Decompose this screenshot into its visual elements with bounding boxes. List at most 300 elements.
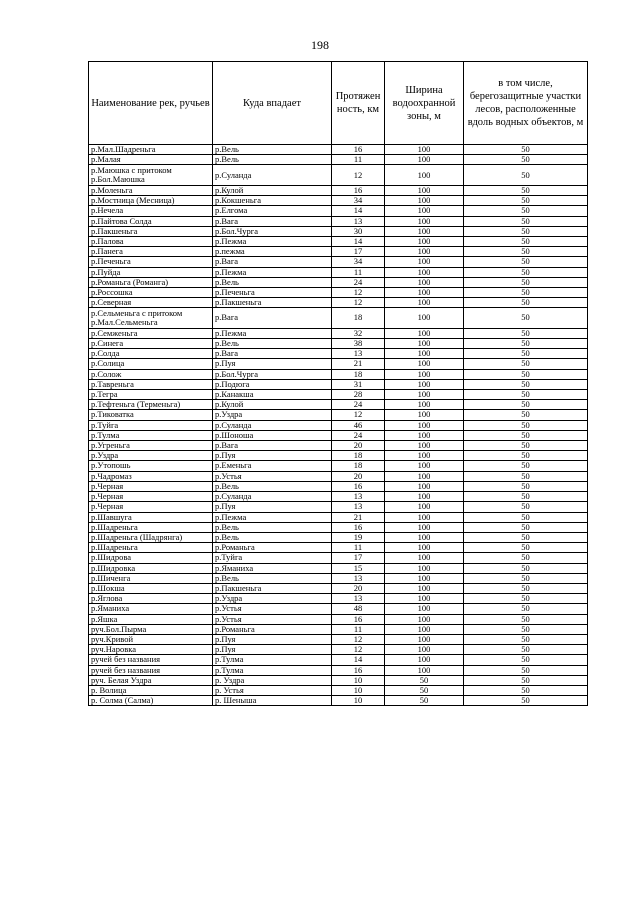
cell-forest-width: 50	[464, 543, 588, 553]
cell-river-name: р.Тиковатка	[89, 410, 213, 420]
cell-forest-width: 50	[464, 563, 588, 573]
cell-river-name: р.Утопошь	[89, 461, 213, 471]
cell-river-name: р.Туйга	[89, 420, 213, 430]
cell-zone-width: 50	[385, 675, 464, 685]
table-row	[89, 492, 588, 502]
cell-river-name: р.Сельменьга с притоком р.Мал.Сельменьга	[89, 308, 213, 329]
cell-zone-width: 100	[385, 481, 464, 491]
cell-forest-width: 50	[464, 155, 588, 165]
cell-zone-width: 100	[385, 400, 464, 410]
cell-length: 12	[332, 634, 385, 644]
cell-forest-width: 50	[464, 634, 588, 644]
cell-length: 14	[332, 655, 385, 665]
table-row	[89, 634, 588, 644]
cell-zone-width: 100	[385, 267, 464, 277]
cell-river-name: р.Черная	[89, 492, 213, 502]
cell-forest-width: 50	[464, 236, 588, 246]
cell-flows-into: р.Вага	[213, 441, 332, 451]
cell-zone-width: 50	[385, 685, 464, 695]
cell-length: 13	[332, 349, 385, 359]
cell-forest-width: 50	[464, 645, 588, 655]
cell-zone-width: 100	[385, 379, 464, 389]
cell-forest-width: 50	[464, 196, 588, 206]
cell-forest-width: 50	[464, 492, 588, 502]
cell-flows-into: р.Вель	[213, 155, 332, 165]
cell-forest-width: 50	[464, 145, 588, 155]
table-row	[89, 645, 588, 655]
cell-river-name: р.Шавшуга	[89, 512, 213, 522]
cell-flows-into: р.Романьга	[213, 624, 332, 634]
table-row	[89, 298, 588, 308]
cell-forest-width: 50	[464, 441, 588, 451]
cell-flows-into: р.Пежма	[213, 328, 332, 338]
cell-flows-into: р.Вель	[213, 339, 332, 349]
cell-river-name: р.Палова	[89, 236, 213, 246]
cell-flows-into: р.Пежма	[213, 267, 332, 277]
cell-length: 10	[332, 685, 385, 695]
cell-river-name: р.Пуйда	[89, 267, 213, 277]
cell-flows-into: р.Тулма	[213, 655, 332, 665]
cell-river-name: р.Панега	[89, 247, 213, 257]
cell-length: 14	[332, 236, 385, 246]
cell-length: 28	[332, 390, 385, 400]
cell-zone-width: 100	[385, 441, 464, 451]
cell-flows-into: р.Пежма	[213, 512, 332, 522]
cell-forest-width: 50	[464, 287, 588, 297]
cell-zone-width: 100	[385, 645, 464, 655]
cell-forest-width: 50	[464, 624, 588, 634]
cell-length: 16	[332, 481, 385, 491]
cell-flows-into: р.Вель	[213, 277, 332, 287]
cell-flows-into: р.Устья	[213, 604, 332, 614]
cell-zone-width: 100	[385, 165, 464, 186]
cell-river-name: р.Шиченга	[89, 573, 213, 583]
table-row	[89, 196, 588, 206]
table-row	[89, 420, 588, 430]
cell-flows-into: р.Кокшеньга	[213, 196, 332, 206]
cell-river-name: р.Пакшеньга	[89, 226, 213, 236]
cell-forest-width: 50	[464, 226, 588, 236]
cell-river-name: р. Солма (Салма)	[89, 696, 213, 706]
cell-flows-into: р.Тулма	[213, 665, 332, 675]
cell-flows-into: р.Устья	[213, 471, 332, 481]
cell-forest-width: 50	[464, 216, 588, 226]
cell-length: 18	[332, 369, 385, 379]
cell-length: 18	[332, 451, 385, 461]
cell-river-name: р.Шадреньга	[89, 543, 213, 553]
cell-length: 12	[332, 410, 385, 420]
cell-zone-width: 100	[385, 604, 464, 614]
cell-flows-into: р.Романьга	[213, 543, 332, 553]
cell-river-name: р.Солож	[89, 369, 213, 379]
table-body	[89, 145, 588, 706]
cell-river-name: р.Шидровка	[89, 563, 213, 573]
cell-river-name: руч.Наровка	[89, 645, 213, 655]
cell-river-name: р.Мостница (Месница)	[89, 196, 213, 206]
cell-forest-width: 50	[464, 451, 588, 461]
cell-length: 20	[332, 583, 385, 593]
cell-forest-width: 50	[464, 257, 588, 267]
cell-forest-width: 50	[464, 400, 588, 410]
cell-flows-into: р.Туйга	[213, 553, 332, 563]
table-row	[89, 624, 588, 634]
cell-forest-width: 50	[464, 604, 588, 614]
cell-length: 30	[332, 226, 385, 236]
table-row	[89, 267, 588, 277]
cell-zone-width: 100	[385, 553, 464, 563]
cell-forest-width: 50	[464, 696, 588, 706]
cell-flows-into: р.Яманиха	[213, 563, 332, 573]
table-row	[89, 543, 588, 553]
cell-flows-into: р.Пежма	[213, 236, 332, 246]
cell-flows-into: р.Бол.Чурга	[213, 226, 332, 236]
table-row	[89, 287, 588, 297]
cell-forest-width: 50	[464, 665, 588, 675]
cell-flows-into: р.Суланда	[213, 420, 332, 430]
cell-flows-into: р.Вага	[213, 257, 332, 267]
cell-zone-width: 100	[385, 543, 464, 553]
cell-flows-into: р.Вель	[213, 532, 332, 542]
table-row	[89, 165, 588, 186]
cell-river-name: р.Тулма	[89, 430, 213, 440]
table-row	[89, 400, 588, 410]
cell-length: 13	[332, 216, 385, 226]
table-row	[89, 145, 588, 155]
cell-length: 13	[332, 573, 385, 583]
cell-length: 11	[332, 155, 385, 165]
cell-forest-width: 50	[464, 379, 588, 389]
cell-zone-width: 100	[385, 216, 464, 226]
cell-forest-width: 50	[464, 359, 588, 369]
cell-river-name: ручей без названия	[89, 655, 213, 665]
cell-length: 13	[332, 492, 385, 502]
cell-zone-width: 100	[385, 532, 464, 542]
cell-length: 12	[332, 298, 385, 308]
cell-zone-width: 100	[385, 308, 464, 329]
cell-flows-into: р. Устья	[213, 685, 332, 695]
cell-river-name: р.Черная	[89, 502, 213, 512]
cell-zone-width: 100	[385, 624, 464, 634]
cell-forest-width: 50	[464, 471, 588, 481]
table-row	[89, 685, 588, 695]
table-row	[89, 226, 588, 236]
cell-forest-width: 50	[464, 369, 588, 379]
table-row	[89, 308, 588, 329]
cell-river-name: р.Синега	[89, 339, 213, 349]
cell-river-name: р.Яманиха	[89, 604, 213, 614]
cell-flows-into: р.Пуя	[213, 451, 332, 461]
cell-flows-into: р.Кулой	[213, 400, 332, 410]
table-row	[89, 594, 588, 604]
header-protection-zone-width: Ширина водоохранной зоны, м	[385, 62, 464, 145]
cell-forest-width: 50	[464, 349, 588, 359]
cell-zone-width: 100	[385, 247, 464, 257]
cell-flows-into: р.Еменьга	[213, 461, 332, 471]
table-row	[89, 430, 588, 440]
cell-length: 18	[332, 308, 385, 329]
cell-river-name: р.Черная	[89, 481, 213, 491]
cell-zone-width: 100	[385, 512, 464, 522]
cell-length: 34	[332, 257, 385, 267]
table-row	[89, 461, 588, 471]
cell-river-name: р.Пайтова Солда	[89, 216, 213, 226]
cell-length: 34	[332, 196, 385, 206]
cell-zone-width: 100	[385, 206, 464, 216]
cell-flows-into: р.Уздра	[213, 410, 332, 420]
table-row	[89, 369, 588, 379]
cell-flows-into: р.Пуя	[213, 634, 332, 644]
cell-forest-width: 50	[464, 583, 588, 593]
cell-river-name: р. Волица	[89, 685, 213, 695]
cell-length: 10	[332, 675, 385, 685]
cell-river-name: р.Тефтеньга (Терменьга)	[89, 400, 213, 410]
table-row	[89, 696, 588, 706]
cell-zone-width: 100	[385, 277, 464, 287]
table-row	[89, 410, 588, 420]
cell-flows-into: р.Пуя	[213, 502, 332, 512]
cell-zone-width: 100	[385, 451, 464, 461]
table-row	[89, 614, 588, 624]
cell-length: 16	[332, 522, 385, 532]
cell-flows-into: р.Шоноша	[213, 430, 332, 440]
cell-length: 21	[332, 512, 385, 522]
cell-forest-width: 50	[464, 461, 588, 471]
page-number: 198	[311, 38, 329, 52]
table-row	[89, 481, 588, 491]
cell-flows-into: р.Устья	[213, 614, 332, 624]
cell-river-name: р.Яшка	[89, 614, 213, 624]
cell-zone-width: 100	[385, 492, 464, 502]
cell-forest-width: 50	[464, 185, 588, 195]
rivers-table	[88, 61, 588, 706]
table-row	[89, 512, 588, 522]
cell-length: 18	[332, 461, 385, 471]
cell-zone-width: 100	[385, 594, 464, 604]
cell-flows-into: р. Шеныша	[213, 696, 332, 706]
cell-river-name: р.Шадреньга (Шадрянга)	[89, 532, 213, 542]
table-row	[89, 665, 588, 675]
cell-forest-width: 50	[464, 339, 588, 349]
table-row	[89, 349, 588, 359]
cell-zone-width: 100	[385, 339, 464, 349]
cell-river-name: руч. Белая Уздра	[89, 675, 213, 685]
header-river-name: Наименование рек, ручьев	[89, 62, 213, 145]
cell-flows-into: р.Пуя	[213, 645, 332, 655]
cell-river-name: р.Тегра	[89, 390, 213, 400]
cell-forest-width: 50	[464, 532, 588, 542]
cell-zone-width: 100	[385, 563, 464, 573]
cell-zone-width: 100	[385, 502, 464, 512]
cell-forest-width: 50	[464, 481, 588, 491]
table-row	[89, 247, 588, 257]
cell-zone-width: 100	[385, 328, 464, 338]
cell-length: 11	[332, 624, 385, 634]
table-row	[89, 522, 588, 532]
cell-river-name: р.Шидрова	[89, 553, 213, 563]
cell-river-name: руч.Бол.Пырма	[89, 624, 213, 634]
cell-zone-width: 100	[385, 634, 464, 644]
cell-flows-into: р.Пуя	[213, 359, 332, 369]
cell-flows-into: р.Вага	[213, 308, 332, 329]
cell-river-name: р.Моленьга	[89, 185, 213, 195]
cell-forest-width: 50	[464, 410, 588, 420]
cell-flows-into: р.Вель	[213, 481, 332, 491]
cell-river-name: р.Семженьга	[89, 328, 213, 338]
cell-zone-width: 100	[385, 430, 464, 440]
cell-river-name: р.Яглова	[89, 594, 213, 604]
cell-length: 17	[332, 553, 385, 563]
cell-length: 16	[332, 665, 385, 675]
cell-length: 16	[332, 614, 385, 624]
cell-flows-into: р.Печеньга	[213, 287, 332, 297]
cell-flows-into: р.Вага	[213, 216, 332, 226]
cell-zone-width: 100	[385, 359, 464, 369]
cell-forest-width: 50	[464, 553, 588, 563]
table-header-row	[89, 62, 588, 145]
header-flows-into: Куда впадает	[213, 62, 332, 145]
cell-length: 13	[332, 594, 385, 604]
cell-river-name: р.Мал.Шадреньга	[89, 145, 213, 155]
table-row	[89, 339, 588, 349]
cell-forest-width: 50	[464, 573, 588, 583]
cell-length: 46	[332, 420, 385, 430]
table-row	[89, 655, 588, 665]
cell-forest-width: 50	[464, 206, 588, 216]
cell-forest-width: 50	[464, 390, 588, 400]
cell-length: 32	[332, 328, 385, 338]
cell-length: 12	[332, 287, 385, 297]
cell-flows-into: р.Кулой	[213, 185, 332, 195]
cell-zone-width: 100	[385, 185, 464, 195]
cell-length: 20	[332, 441, 385, 451]
cell-river-name: р.Маюшка с притоком р.Бол.Маюшка	[89, 165, 213, 186]
cell-forest-width: 50	[464, 502, 588, 512]
cell-zone-width: 100	[385, 257, 464, 267]
cell-zone-width: 100	[385, 226, 464, 236]
cell-zone-width: 50	[385, 696, 464, 706]
cell-length: 17	[332, 247, 385, 257]
table-row	[89, 583, 588, 593]
cell-forest-width: 50	[464, 328, 588, 338]
cell-zone-width: 100	[385, 298, 464, 308]
cell-river-name: р.Тавреньга	[89, 379, 213, 389]
cell-forest-width: 50	[464, 298, 588, 308]
cell-river-name: р.Северная	[89, 298, 213, 308]
header-length: Протяжен ность, км	[332, 62, 385, 145]
cell-forest-width: 50	[464, 614, 588, 624]
cell-length: 31	[332, 379, 385, 389]
cell-river-name: р.Шадреньга	[89, 522, 213, 532]
cell-forest-width: 50	[464, 420, 588, 430]
cell-river-name: р.Солица	[89, 359, 213, 369]
cell-river-name: р.Малая	[89, 155, 213, 165]
table-row	[89, 206, 588, 216]
cell-flows-into: р.пежма	[213, 247, 332, 257]
cell-forest-width: 50	[464, 277, 588, 287]
cell-flows-into: р.Елгома	[213, 206, 332, 216]
cell-length: 21	[332, 359, 385, 369]
cell-river-name: р.Россошка	[89, 287, 213, 297]
cell-length: 48	[332, 604, 385, 614]
cell-length: 12	[332, 645, 385, 655]
cell-zone-width: 100	[385, 196, 464, 206]
table-row	[89, 359, 588, 369]
cell-river-name: р.Солда	[89, 349, 213, 359]
cell-zone-width: 100	[385, 665, 464, 675]
cell-zone-width: 100	[385, 614, 464, 624]
cell-river-name: р.Романьга (Романга)	[89, 277, 213, 287]
cell-zone-width: 100	[385, 573, 464, 583]
cell-zone-width: 100	[385, 583, 464, 593]
cell-zone-width: 100	[385, 155, 464, 165]
table-row	[89, 532, 588, 542]
table-row	[89, 563, 588, 573]
cell-zone-width: 100	[385, 349, 464, 359]
cell-flows-into: р.Бол.Чурга	[213, 369, 332, 379]
cell-river-name: р.Печеньга	[89, 257, 213, 267]
table-row	[89, 236, 588, 246]
cell-forest-width: 50	[464, 685, 588, 695]
cell-flows-into: р.Подюга	[213, 379, 332, 389]
cell-flows-into: р.Суланда	[213, 492, 332, 502]
cell-forest-width: 50	[464, 675, 588, 685]
cell-zone-width: 100	[385, 522, 464, 532]
cell-flows-into: р.Уздра	[213, 594, 332, 604]
cell-length: 11	[332, 543, 385, 553]
cell-length: 16	[332, 145, 385, 155]
cell-forest-width: 50	[464, 522, 588, 532]
cell-length: 16	[332, 185, 385, 195]
cell-length: 24	[332, 400, 385, 410]
cell-forest-width: 50	[464, 165, 588, 186]
cell-flows-into: р.Вель	[213, 145, 332, 155]
cell-forest-width: 50	[464, 308, 588, 329]
table-row	[89, 328, 588, 338]
cell-flows-into: р.Пакшеньга	[213, 298, 332, 308]
table-row	[89, 604, 588, 614]
cell-river-name: ручей без названия	[89, 665, 213, 675]
cell-length: 24	[332, 430, 385, 440]
cell-zone-width: 100	[385, 369, 464, 379]
table-row	[89, 185, 588, 195]
cell-flows-into: р.Вага	[213, 349, 332, 359]
table-row	[89, 216, 588, 226]
cell-length: 13	[332, 502, 385, 512]
cell-forest-width: 50	[464, 655, 588, 665]
cell-flows-into: р.Вель	[213, 522, 332, 532]
table-row	[89, 502, 588, 512]
table-row	[89, 471, 588, 481]
cell-length: 12	[332, 165, 385, 186]
table-row	[89, 155, 588, 165]
cell-flows-into: р.Канакша	[213, 390, 332, 400]
cell-flows-into: р.Вель	[213, 573, 332, 583]
table-row	[89, 553, 588, 563]
cell-length: 11	[332, 267, 385, 277]
header-shore-forest-width: в том числе, берегозащитные участки лесов, расположенные вдоль водных объектов, м	[464, 62, 588, 145]
cell-zone-width: 100	[385, 655, 464, 665]
cell-river-name: руч.Кривой	[89, 634, 213, 644]
cell-zone-width: 100	[385, 471, 464, 481]
table-row	[89, 277, 588, 287]
cell-river-name: р.Уздра	[89, 451, 213, 461]
cell-river-name: р.Угреньга	[89, 441, 213, 451]
cell-flows-into: р.Суланда	[213, 165, 332, 186]
cell-length: 10	[332, 696, 385, 706]
table-row	[89, 451, 588, 461]
cell-length: 15	[332, 563, 385, 573]
cell-zone-width: 100	[385, 420, 464, 430]
